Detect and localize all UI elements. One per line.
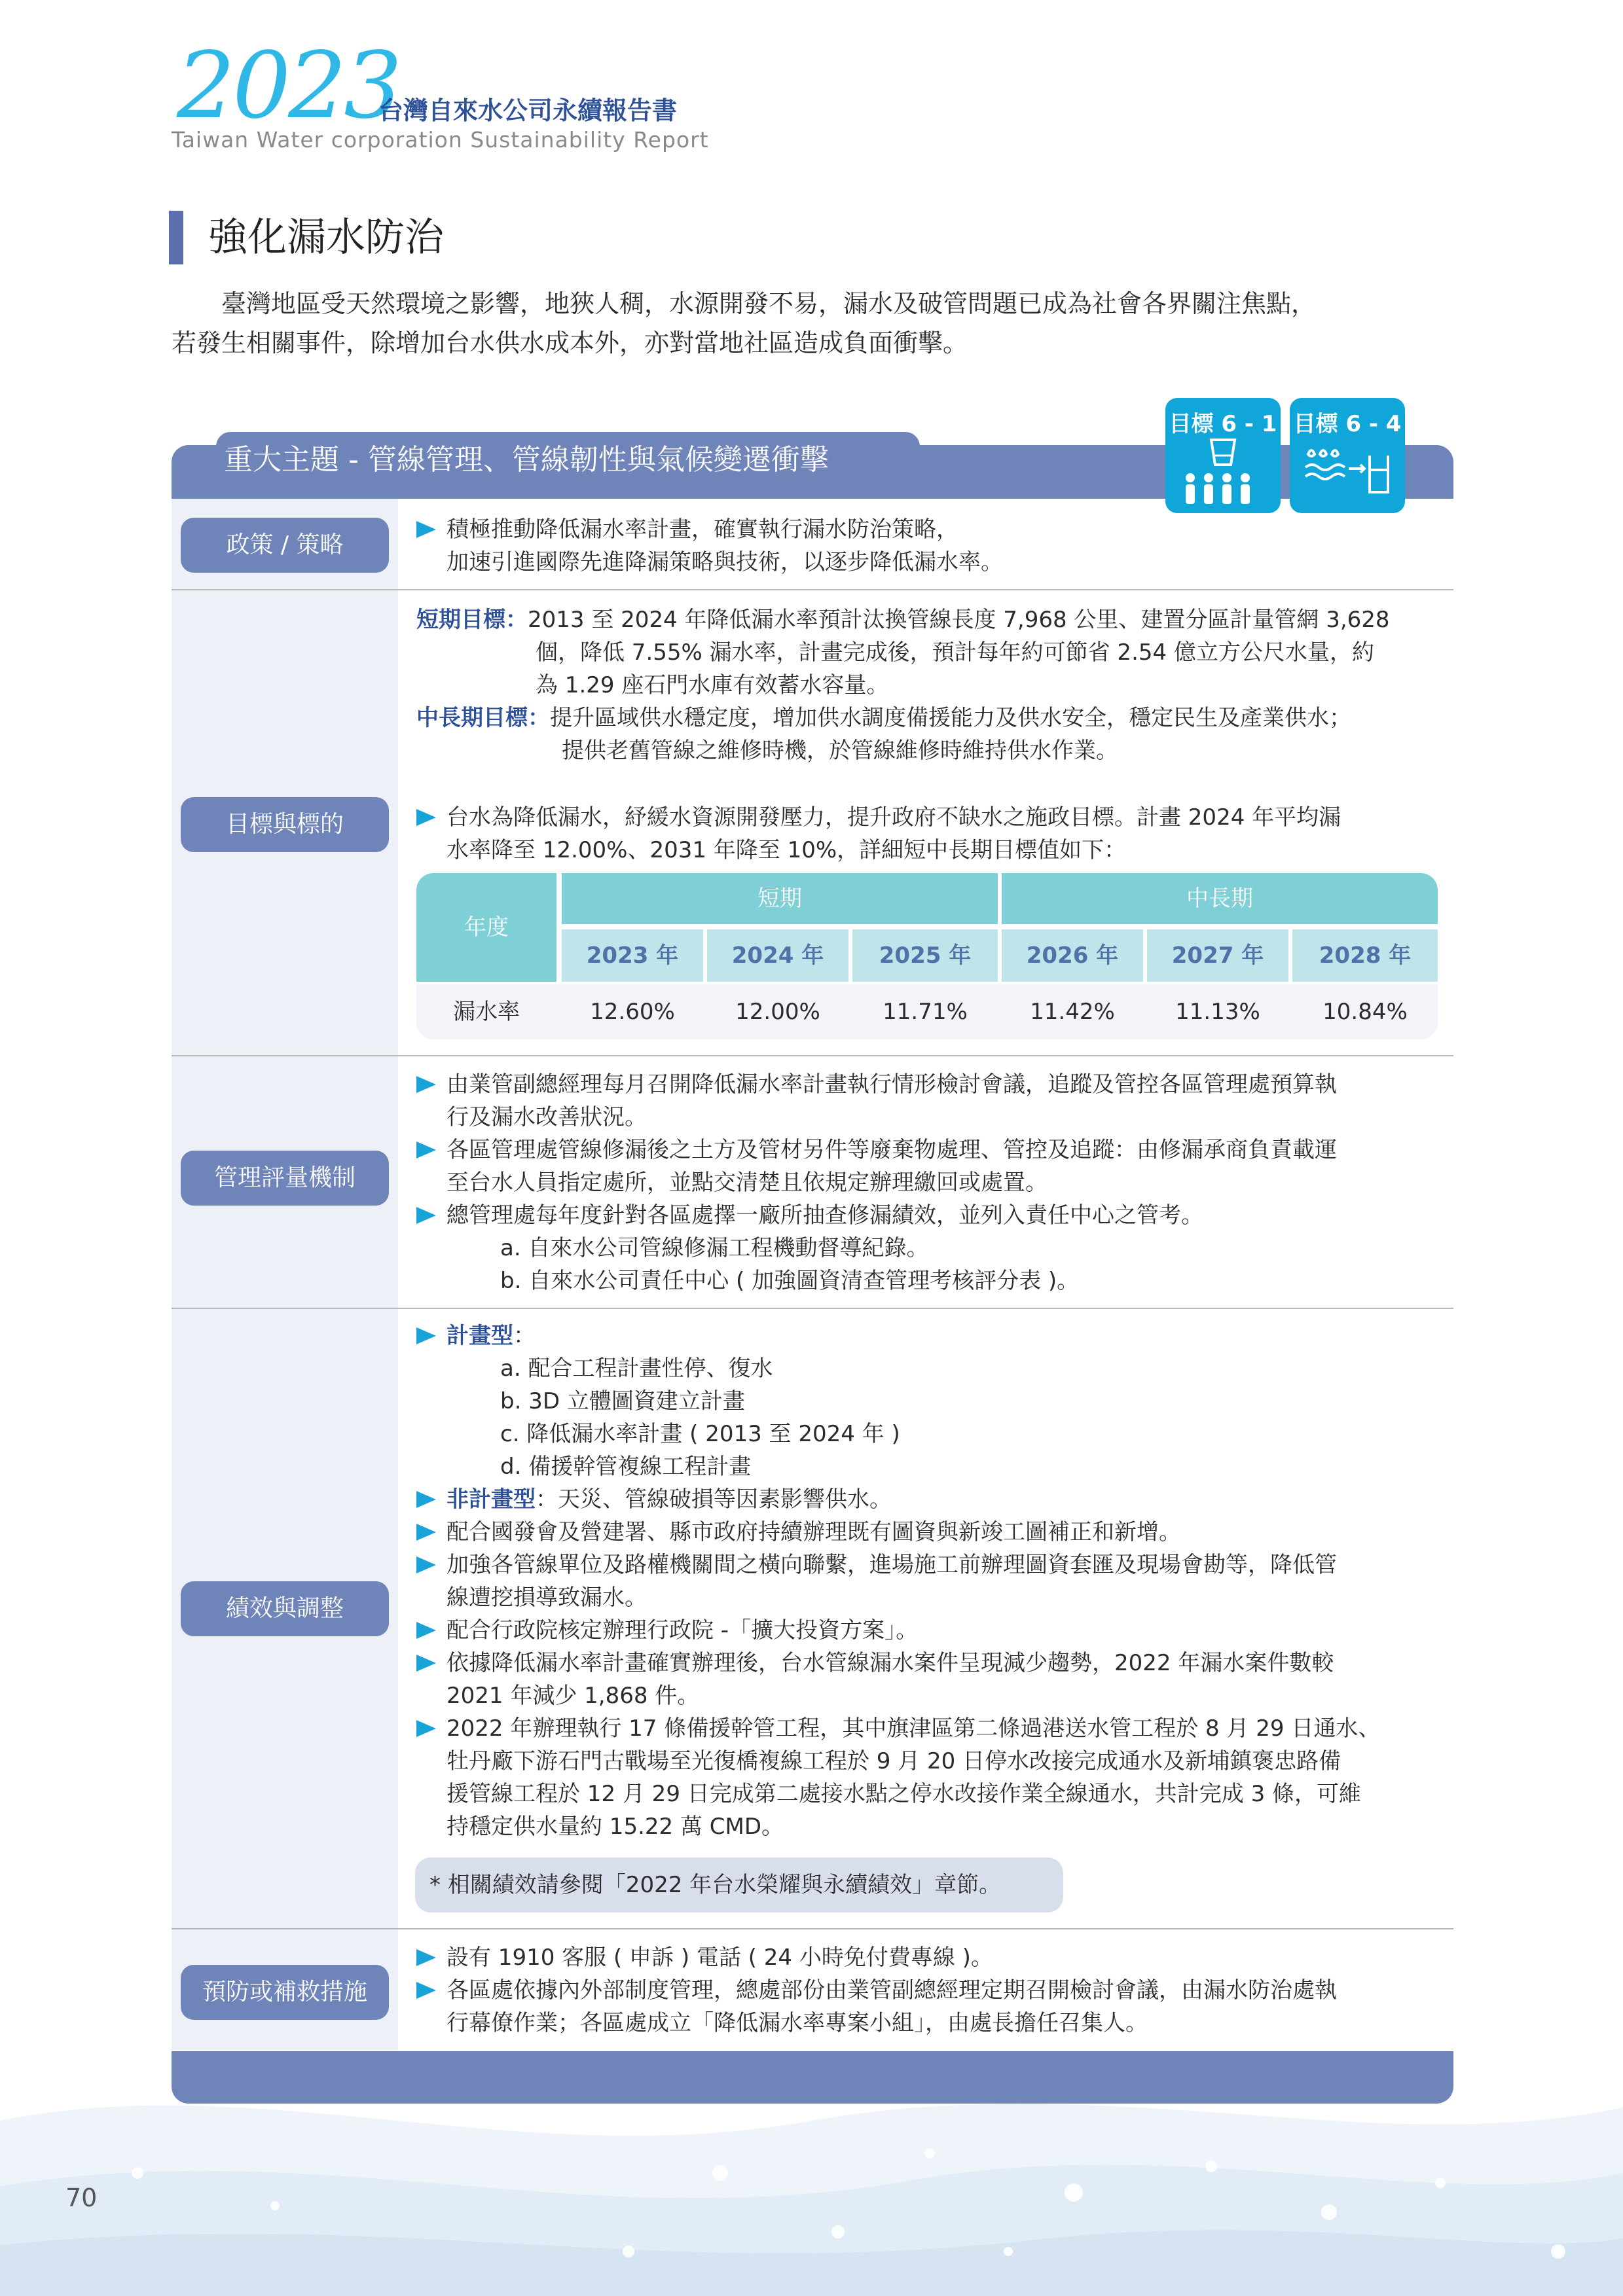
page-number: 70 bbox=[65, 2183, 98, 2212]
planned-label: 計畫型 bbox=[447, 1323, 513, 1349]
list-item bbox=[416, 1483, 1444, 1516]
list-item bbox=[416, 1134, 1444, 1199]
list-item bbox=[416, 1549, 1444, 1614]
list-item bbox=[416, 1516, 1444, 1549]
list-item bbox=[416, 1647, 1444, 1712]
mid-term-line: 提升區域供水穩定度，增加供水調度備援能力及供水安全，穩定民生及產業供水； bbox=[550, 705, 1351, 731]
table-year-header: 2028 年 bbox=[1292, 929, 1438, 982]
leakage-target-table bbox=[416, 873, 1438, 1043]
short-term-label: 短期目標： bbox=[416, 607, 528, 633]
mid-term-line: 提供老舊管線之維修時機，於管線維修時維持供水作業。 bbox=[562, 738, 1118, 764]
list-item bbox=[416, 1941, 1444, 1974]
list-item bbox=[416, 1614, 1444, 1647]
label-prevention: 預防或補救措施 bbox=[181, 1965, 389, 2020]
policy-line: 加速引進國際先進降漏策略與技術，以逐步降低漏水率。 bbox=[447, 549, 1003, 575]
planned-colon: ： bbox=[513, 1323, 536, 1349]
performance-line: 2021 年減少 1,868 件。 bbox=[447, 1683, 700, 1709]
prevention-line: 行幕僚作業；各區處成立「降低漏水率專案小組」，由處長擔任召集人。 bbox=[447, 2010, 1148, 2036]
report-title-en: Taiwan Water corporation Sustainability Report bbox=[172, 127, 709, 152]
list-item bbox=[416, 1068, 1444, 1134]
section-intro bbox=[172, 284, 1481, 363]
unplanned-label: 非計畫型 bbox=[447, 1486, 536, 1513]
sdg-badge-6-1 bbox=[1165, 398, 1281, 513]
label-mechanism: 管理評量機制 bbox=[181, 1151, 389, 1206]
section-title: 強化漏水防治 bbox=[208, 215, 444, 260]
sub-item: b. 3D 立體圖資建立計畫 bbox=[500, 1388, 745, 1414]
sdg-badge-6-4 bbox=[1290, 398, 1405, 513]
label-goals: 目標與標的 bbox=[181, 797, 389, 852]
goals-line: 台水為降低漏水，紓緩水資源開發壓力，提升政府不缺水之施政目標。計畫 2024 年平均漏 bbox=[447, 804, 1341, 831]
water-efficiency-icon bbox=[1302, 436, 1393, 508]
sub-item: d. 備援幹管複線工程計畫 bbox=[500, 1454, 752, 1480]
mechanism-line: 至台水人員指定處所，並點交清楚且依規定辦理繳回或處置。 bbox=[447, 1170, 1048, 1196]
sdg-badge-label: 目標 6 - 1 bbox=[1169, 411, 1277, 437]
table-cell: 12.00% bbox=[735, 999, 820, 1025]
table-year-header: 2024 年 bbox=[707, 929, 848, 982]
list-item bbox=[416, 1974, 1444, 2039]
table-group-mid: 中長期 bbox=[1002, 873, 1438, 924]
mechanism-line: 各區管理處管線修漏後之土方及管材另件等廢棄物處理、管控及追蹤：由修漏承商負責載運 bbox=[447, 1137, 1337, 1163]
goals-content bbox=[416, 603, 1444, 867]
list-item bbox=[416, 1319, 1444, 1352]
drinking-water-icon bbox=[1177, 436, 1269, 508]
row-divider bbox=[172, 1308, 1453, 1309]
performance-line: 援管線工程於 12 月 29 日完成第二處接水點之停水改接作業全線通水，共計完成 3 條，可維 bbox=[447, 1781, 1362, 1807]
section-title-bar bbox=[169, 211, 183, 264]
table-cell: 11.13% bbox=[1175, 999, 1260, 1025]
sdg-badge-label: 目標 6 - 4 bbox=[1293, 411, 1402, 437]
prevention-content bbox=[416, 1941, 1444, 2039]
table-cell: 11.42% bbox=[1030, 999, 1115, 1025]
table-year-header: 2023 年 bbox=[562, 929, 703, 982]
short-term-line: 個，降低 7.55% 漏水率，計畫完成後，預計每年約可節省 2.54 億立方公尺水量，約 bbox=[536, 639, 1374, 666]
performance-line: 加強各管線單位及路權機關間之橫向聯繫，進場施工前辦理圖資套匯及現場會勘等，降低管 bbox=[447, 1552, 1337, 1578]
row-divider bbox=[172, 1055, 1453, 1056]
performance-content bbox=[416, 1319, 1444, 1843]
sub-item: c. 降低漏水率計畫 ( 2013 至 2024 年 ) bbox=[500, 1421, 900, 1447]
policy-line: 積極推動降低漏水率計畫，確實執行漏水防治策略， bbox=[447, 516, 958, 543]
list-item bbox=[416, 801, 1444, 867]
mid-term-label: 中長期目標： bbox=[416, 705, 550, 731]
row-divider bbox=[172, 589, 1453, 590]
policy-content bbox=[416, 513, 1444, 579]
table-row-label: 漏水率 bbox=[453, 999, 520, 1025]
list-item bbox=[416, 1199, 1444, 1232]
short-term-line: 為 1.29 座石門水庫有效蓄水容量。 bbox=[536, 672, 889, 698]
intro-line-1: 臺灣地區受天然環境之影響，地狹人稠，水源開發不易，漏水及破管問題已成為社會各界關注焦點， bbox=[221, 289, 1317, 318]
sub-item: a. 配合工程計畫性停、復水 bbox=[500, 1355, 773, 1382]
table-corner-header: 年度 bbox=[416, 873, 556, 982]
unplanned-text: ：天災、管線破損等因素影響供水。 bbox=[536, 1486, 892, 1513]
label-column bbox=[172, 499, 398, 2050]
short-term-line: 2013 至 2024 年降低漏水率預計汰換管線長度 7,968 公里、建置分區計量管網 3,628 bbox=[528, 607, 1390, 633]
performance-line: 2022 年辦理執行 17 條備援幹管工程，其中旗津區第二條過港送水管工程於 8 月 29 日通水、 bbox=[447, 1715, 1381, 1742]
mechanism-line: 由業管副總經理每月召開降低漏水率計畫執行情形檢討會議，追蹤及管控各區管理處預算執 bbox=[447, 1071, 1337, 1098]
wave-background bbox=[0, 2042, 1623, 2296]
mechanism-line: 行及漏水改善狀況。 bbox=[447, 1104, 647, 1130]
performance-line: 配合國發會及營建署、縣市政府持續辦理既有圖資與新竣工圖補正和新增。 bbox=[447, 1519, 1181, 1545]
label-performance: 績效與調整 bbox=[181, 1581, 389, 1636]
short-term-goal bbox=[416, 603, 1444, 702]
sub-item: b. 自來水公司責任中心 ( 加強圖資清查管理考核評分表 )。 bbox=[500, 1268, 1080, 1294]
table-year-header: 2026 年 bbox=[1002, 929, 1143, 982]
goals-line: 水率降至 12.00%、2031 年降至 10%，詳細短中長期目標值如下： bbox=[447, 837, 1127, 863]
table-cell: 11.71% bbox=[883, 999, 968, 1025]
performance-note: * 相關績效請參閱「2022 年台水榮耀與永續績效」章節。 bbox=[415, 1857, 1063, 1912]
performance-line: 配合行政院核定辦理行政院 -「擴大投資方案」。 bbox=[447, 1617, 919, 1643]
mechanism-line: 總管理處每年度針對各區處擇一廠所抽查修漏績效，並列入責任中心之管考。 bbox=[447, 1202, 1203, 1229]
prevention-line: 設有 1910 客服 ( 申訴 ) 電話 ( 24 小時免付費專線 )。 bbox=[447, 1945, 993, 1971]
table-year-header: 2025 年 bbox=[852, 929, 998, 982]
mid-term-goal bbox=[416, 702, 1444, 767]
sub-item: a. 自來水公司管線修漏工程機動督導紀錄。 bbox=[500, 1235, 929, 1261]
table-cell: 10.84% bbox=[1322, 999, 1408, 1025]
report-title-cn: 台灣自來水公司永續報告書 bbox=[378, 96, 678, 125]
table-cell: 12.60% bbox=[590, 999, 675, 1025]
performance-line: 依據降低漏水率計畫確實辦理後，台水管線漏水案件呈現減少趨勢，2022 年漏水案件數較 bbox=[447, 1650, 1334, 1676]
table-year-header: 2027 年 bbox=[1147, 929, 1288, 982]
report-year: 2023 bbox=[177, 33, 400, 139]
table-group-short: 短期 bbox=[562, 873, 998, 924]
prevention-line: 各區處依據內外部制度管理，總處部份由業管副總經理定期召開檢討會議，由漏水防治處執 bbox=[447, 1977, 1337, 2003]
performance-line: 持穩定供水量約 15.22 萬 CMD。 bbox=[447, 1814, 784, 1840]
panel-title: 重大主題 - 管線管理、管線韌性與氣候變遷衝擊 bbox=[224, 443, 829, 476]
mechanism-content bbox=[416, 1068, 1444, 1297]
row-divider bbox=[172, 1928, 1453, 1929]
intro-line-2: 若發生相關事件，除增加台水供水成本外，亦對當地社區造成負面衝擊。 bbox=[172, 329, 968, 357]
performance-line: 牡丹廠下游石門古戰場至光復橋複線工程於 9 月 20 日停水改接完成通水及新埔鎮褒忠路備 bbox=[447, 1748, 1341, 1774]
list-item bbox=[416, 1712, 1444, 1843]
label-policy: 政策 / 策略 bbox=[181, 518, 389, 573]
list-item bbox=[416, 513, 1444, 579]
performance-line: 線遭挖損導致漏水。 bbox=[447, 1585, 647, 1611]
